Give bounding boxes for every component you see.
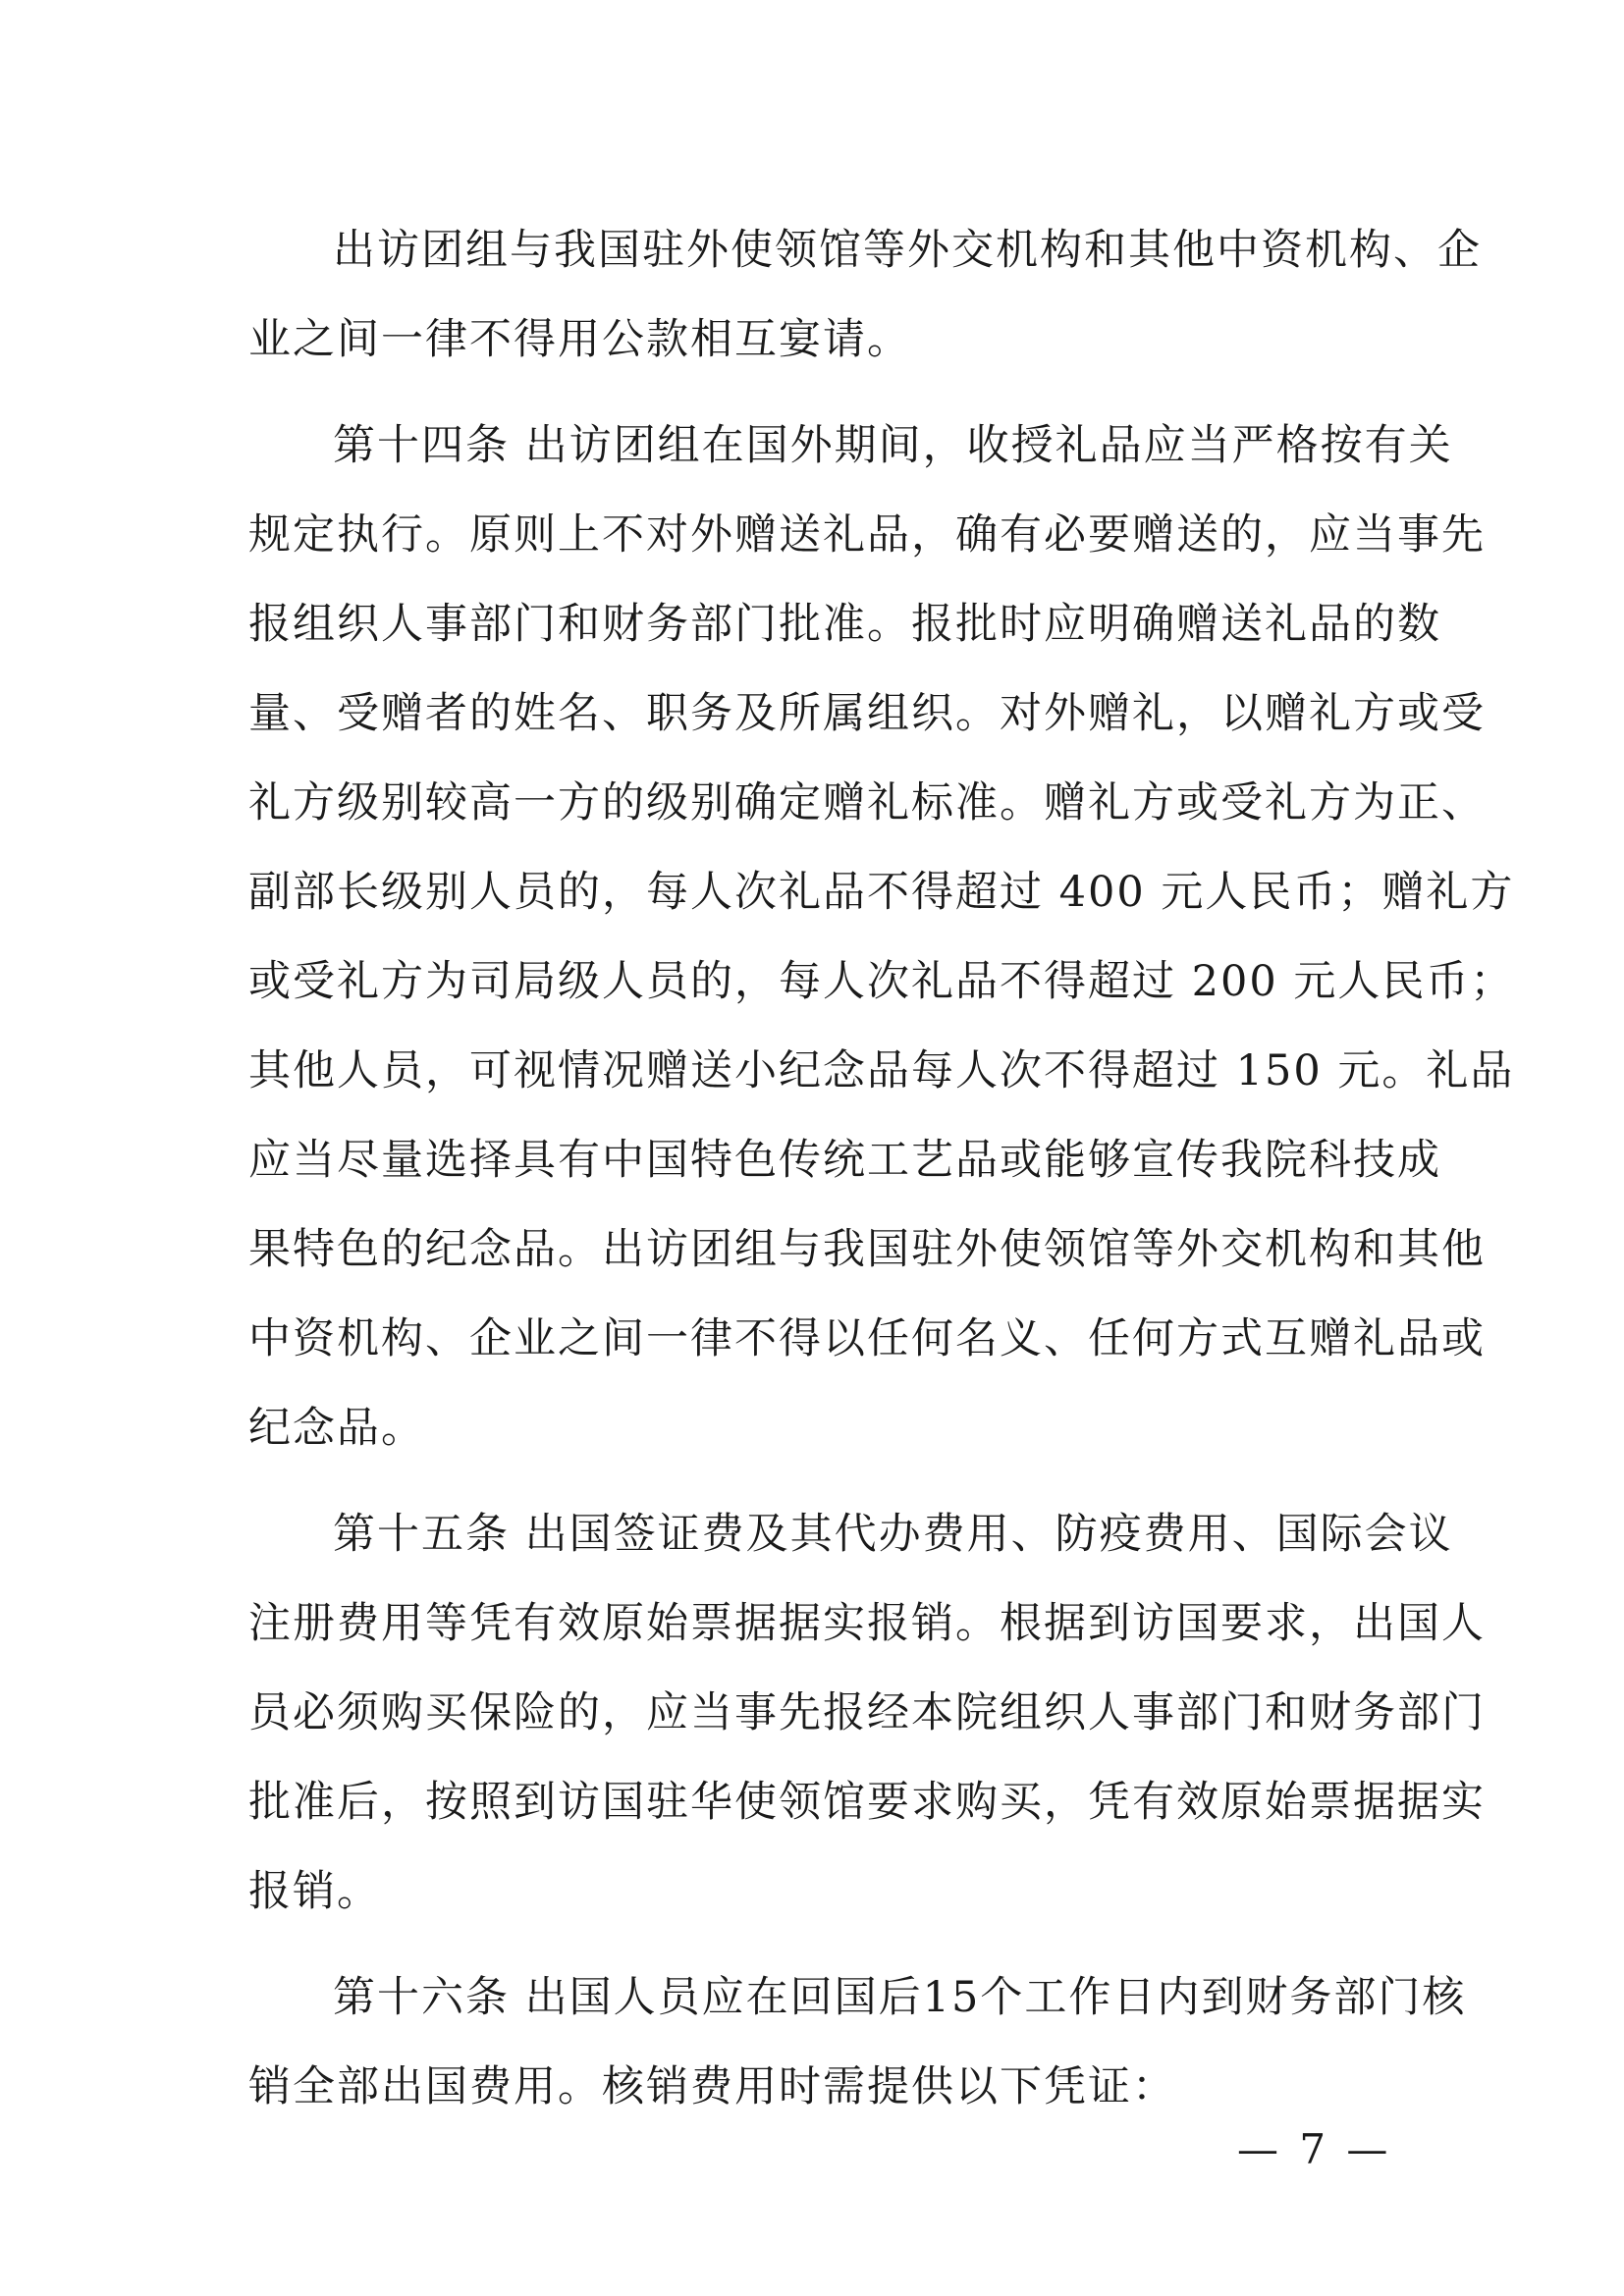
text-line: 员必须购买保险的，应当事先报经本院组织人事部门和财务部门 [248, 1688, 1486, 1737]
paragraph-1 [248, 206, 1482, 385]
text-line: 批准后，按照到访国驻华使领馆要求购买，凭有效原始票据据实 [248, 1778, 1486, 1827]
text-line: 注册费用等凭有效原始票据据实报销。根据到访国要求，出国人 [248, 1599, 1486, 1648]
text-line: 第十四条 出访团组在国外期间，收授礼品应当严格按有关 [333, 421, 1453, 470]
article-16 [248, 1953, 1467, 2132]
article-15 [248, 1490, 1486, 1937]
document-body [248, 206, 1515, 2132]
text-line: 礼方级别较高一方的级别确定赠礼标准。赠礼方或受礼方为正、 [248, 778, 1486, 828]
text-line: 销全部出国费用。核销费用时需提供以下凭证： [248, 2062, 1176, 2111]
text-line: 果特色的纪念品。出访团组与我国驻外使领馆等外交机构和其他 [248, 1225, 1486, 1274]
text-line: 应当尽量选择具有中国特色传统工艺品或能够宣传我院科技成 [248, 1136, 1441, 1185]
text-line: 中资机构、企业之间一律不得以任何名义、任何方式互赠礼品或 [248, 1314, 1486, 1363]
page-number: — 7 — [1237, 2125, 1392, 2173]
text-line: 出访团组与我国驻外使领馆等外交机构和其他中资机构、企 [333, 226, 1482, 275]
text-line: 业之间一律不得用公款相互宴请。 [248, 315, 911, 364]
text-line: 量、受赠者的姓名、职务及所属组织。对外赠礼，以赠礼方或受 [248, 689, 1486, 738]
article-14 [248, 401, 1515, 1473]
text-line: 副部长级别人员的，每人次礼品不得超过 400 元人民币；赠礼方 [248, 868, 1515, 917]
text-line: 第十五条 出国签证费及其代办费用、防疫费用、国际会议 [333, 1510, 1453, 1559]
text-line: 纪念品。 [248, 1404, 425, 1453]
text-line: 报销。 [248, 1867, 381, 1916]
text-line: 第十六条 出国人员应在回国后15个工作日内到财务部门核 [333, 1973, 1467, 2022]
text-line: 或受礼方为司局级人员的，每人次礼品不得超过 200 元人民币； [248, 957, 1515, 1006]
text-line: 报组织人事部门和财务部门批准。报批时应明确赠送礼品的数 [248, 600, 1441, 649]
text-line: 其他人员，可视情况赠送小纪念品每人次不得超过 150 元。礼品 [248, 1046, 1515, 1095]
text-line: 规定执行。原则上不对外赠送礼品，确有必要赠送的，应当事先 [248, 510, 1486, 560]
